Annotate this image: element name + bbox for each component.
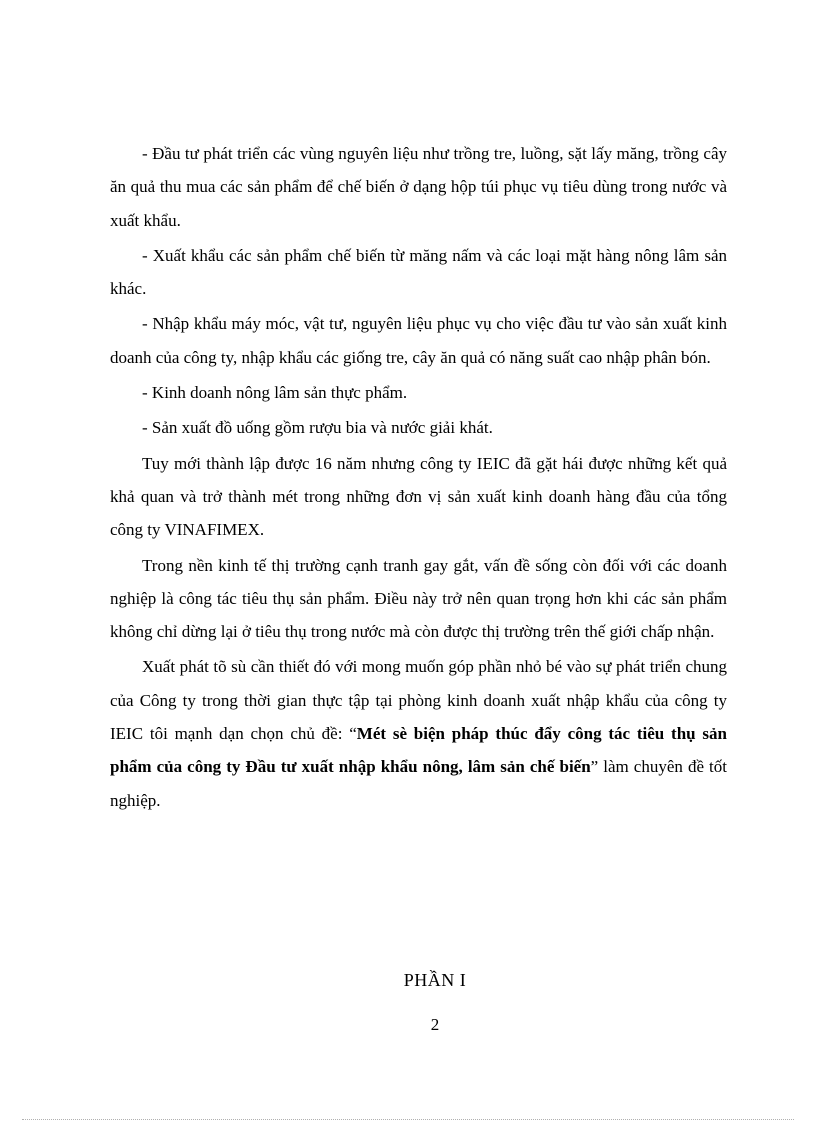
paragraph-company-achievements: Tuy mới thành lập được 16 năm nhưng công ty IEIC đã gặt hái được những kết quả khả quan và trở thành mét trong những đơn vị sản xuất kinh doanh hàng đầu của tổng công ty VINAFIMEX. [110, 453, 727, 540]
topic-closing-text: ” làm chuyên đề tốt nghiệp. [110, 757, 727, 810]
paragraph-export-products: - Xuất khẩu các sản phẩm chế biến từ măng nấm và các loại mặt hàng nông lâm sản khác. [110, 245, 727, 299]
topic-title: Mét sè biện pháp thúc đẩy công tác tiêu thụ sản phẩm của công ty Đầu tư xuất nhập khẩu nông, lâm sản chế biến [110, 724, 727, 777]
paragraph-topic-selection [110, 650, 727, 816]
paragraph-raw-material-investment: - Đầu tư phát triển các vùng nguyên liệu như trồng tre, luồng, sặt lấy măng, trồng cây ăn quả thu mua các sản phẩm để chế biến ở dạng hộp túi phục vụ tiêu dùng trong nước và xuất khẩu. [110, 144, 727, 230]
paragraph-beverage-production: - Sản xuất đồ uống gồm rượu bia và nước giải khát. [142, 418, 493, 438]
page-number: 2 [430, 1015, 440, 1034]
body-text [110, 137, 727, 817]
topic-intro-text: Xuất phát tõ sù cần thiết đó với mong muốn góp phần nhỏ bé vào sự phát triển chung của Công ty trong thời gian thực tập tại phòng kinh doanh xuất nhập khẩu của công ty IEIC tôi mạnh dạn chọn chủ đề: “ [110, 657, 727, 744]
page-bottom-divider [22, 1119, 794, 1120]
paragraph-market-competition: Trong nền kinh tế thị trường cạnh tranh gay gắt, vấn đề sống còn đối với các doanh nghiệp là công tác tiêu thụ sản phẩm. Điều này trở nên quan trọng hơn khi các sản phẩm không chỉ dừng lại ở tiêu thụ trong nước mà còn được thị trường trên thế giới chấp nhận. [110, 555, 727, 642]
paragraph-agri-food-trading: - Kinh doanh nông lâm sản thực phẩm. [142, 383, 408, 403]
paragraph-import-machinery: - Nhập khẩu máy móc, vật tư, nguyên liệu phục vụ cho việc đầu tư vào sản xuất kinh doanh của công ty, nhập khẩu các giống tre, cây ăn quả có năng suất cao nhập phân bón. [110, 314, 727, 367]
section-heading: PHẦN I [403, 970, 467, 990]
